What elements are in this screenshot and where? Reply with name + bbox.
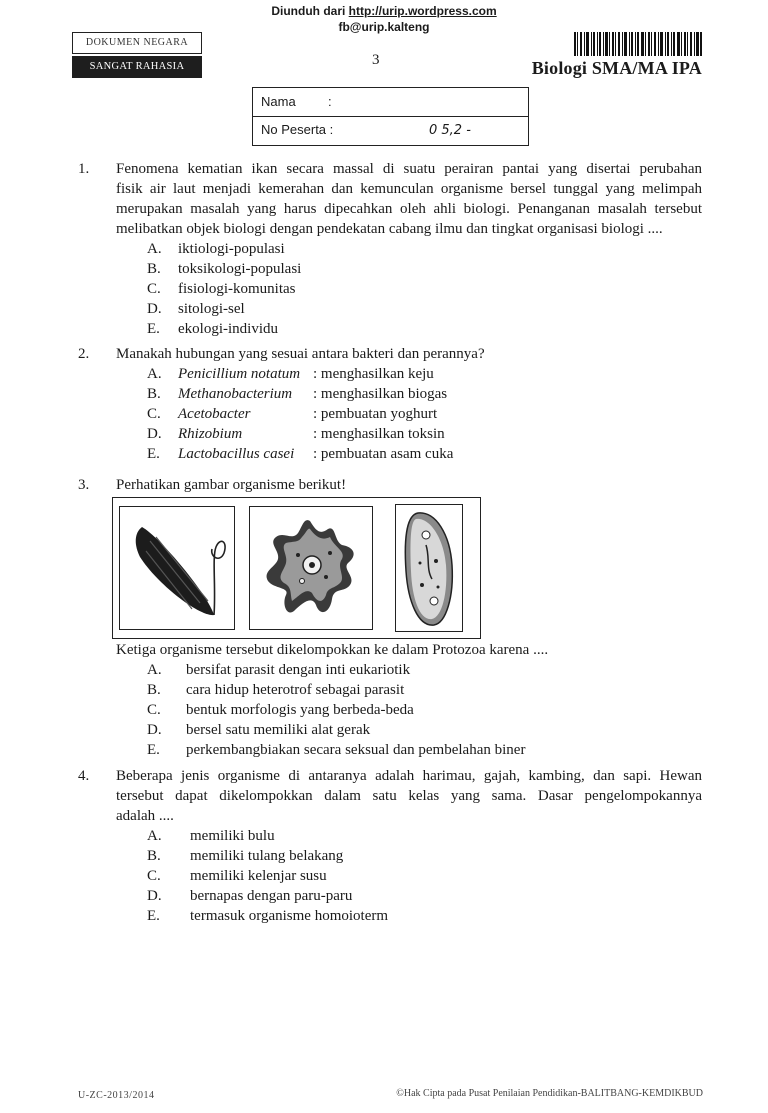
q4-option-b[interactable]: memiliki tulang belakang — [190, 848, 344, 864]
page-number: 3 — [372, 52, 380, 68]
q1-option-letter: D. — [147, 301, 162, 317]
q2-option-c-role: : pembuatan yoghurt — [313, 406, 438, 422]
participant-number-label: No Peserta : — [261, 122, 334, 137]
q1-option-letter: B. — [147, 261, 161, 277]
q4-option-letter: B. — [147, 848, 161, 864]
q1-option-e[interactable]: ekologi-individu — [178, 321, 278, 337]
q3-option-letter: E. — [147, 742, 160, 758]
secret-classification-box: SANGAT RAHASIA — [72, 56, 202, 78]
q1-option-c[interactable]: fisiologi-komunitas — [178, 281, 296, 297]
name-label: Nama — [261, 94, 296, 109]
document-classification-box: DOKUMEN NEGARA — [72, 32, 202, 54]
download-source-line — [0, 4, 768, 18]
q4-option-letter: C. — [147, 868, 161, 884]
question-2-line: Manakah hubungan yang sesuai antara bakteri dan perannya? — [116, 346, 485, 362]
q1-option-letter: C. — [147, 281, 161, 297]
q4-option-d[interactable]: bernapas dengan paru-paru — [190, 888, 353, 904]
q3-option-c[interactable]: bentuk morfologis yang berbeda-beda — [186, 702, 414, 718]
q2-option-a-role: : menghasilkan keju — [313, 366, 434, 382]
q2-option-c-organism[interactable]: Acetobacter — [178, 406, 251, 422]
participant-number-row — [253, 116, 528, 144]
name-row — [253, 88, 528, 117]
q4-option-letter: D. — [147, 888, 162, 904]
q3-option-e[interactable]: perkembangbiakan secara seksual dan pembelahan biner — [186, 742, 526, 758]
question-4-line: tersebut dapat dikelompokkan dalam satu kelas yang sama. Dasar pengelompokannya — [116, 788, 702, 804]
q3-option-letter: B. — [147, 682, 161, 698]
q2-option-letter: E. — [147, 446, 160, 462]
q1-option-b[interactable]: toksikologi-populasi — [178, 261, 302, 277]
subject-title: Biologi SMA/MA IPA — [531, 58, 702, 78]
q1-option-letter: E. — [147, 321, 160, 337]
q3-option-a[interactable]: bersifat parasit dengan inti eukariotik — [186, 662, 411, 678]
question-3-number: 3. — [78, 477, 90, 493]
paramecium-icon — [396, 505, 462, 631]
organism-1-cell — [119, 506, 235, 630]
q2-option-b-organism[interactable]: Methanobacterium — [178, 386, 293, 402]
q3-option-letter: C. — [147, 702, 161, 718]
q3-option-letter: D. — [147, 722, 162, 738]
organism-3-cell — [395, 504, 463, 632]
q2-option-letter: D. — [147, 426, 162, 442]
q4-option-letter: E. — [147, 908, 160, 924]
question-1-line: merupakan masalah yang harus dipecahkan oleh ahli biologi. Penanganan masalah tersebut — [116, 201, 702, 217]
facebook-contact: fb@urip.kalteng — [338, 20, 430, 34]
q2-option-a-organism[interactable]: Penicillium notatum — [178, 366, 301, 382]
question-4-number: 4. — [78, 768, 90, 784]
q2-option-e-organism[interactable]: Lactobacillus casei — [178, 446, 295, 462]
question-1-line: fisik air laut menjadi kemerahan dan kemunculan organisme bersel tunggal yang melimpah — [116, 181, 702, 197]
q1-option-letter: A. — [147, 241, 162, 257]
exam-code: U-ZC-2013/2014 — [78, 1090, 155, 1101]
question-1-line: Fenomena kematian ikan secara massal di suatu perairan pantai yang disertai perubahan — [116, 161, 702, 177]
participant-number-value: 0 5,2 - — [429, 123, 471, 138]
q3-option-b[interactable]: cara hidup heterotrof sebagai parasit — [186, 682, 405, 698]
q4-option-letter: A. — [147, 828, 162, 844]
question-4-line: adalah .... — [116, 808, 174, 824]
organism-2-cell — [249, 506, 373, 630]
q1-option-a[interactable]: iktiologi-populasi — [178, 241, 285, 257]
download-url-link[interactable]: http://urip.wordpress.com — [348, 4, 497, 18]
participant-id-box — [252, 87, 529, 146]
question-3-stem: Ketiga organisme tersebut dikelompokkan ke dalam Protozoa karena .... — [116, 642, 549, 658]
q2-option-letter: C. — [147, 406, 161, 422]
question-3-line: Perhatikan gambar organisme berikut! — [116, 477, 347, 493]
q2-option-d-organism[interactable]: Rhizobium — [178, 426, 243, 442]
q1-option-d[interactable]: sitologi-sel — [178, 301, 245, 317]
q2-option-e-role: : pembuatan asam cuka — [313, 446, 454, 462]
question-4-line: Beberapa jenis organisme di antaranya adalah harimau, gajah, kambing, dan sapi. Hewan — [116, 768, 702, 784]
q4-option-e[interactable]: termasuk organisme homoioterm — [190, 908, 389, 924]
q3-option-letter: A. — [147, 662, 162, 678]
amoeba-icon — [250, 507, 372, 629]
barcode-icon — [574, 32, 702, 56]
question-1-number: 1. — [78, 161, 90, 177]
q3-option-d[interactable]: bersel satu memiliki alat gerak — [186, 722, 371, 738]
q2-option-d-role: : menghasilkan toksin — [313, 426, 445, 442]
q2-option-letter: B. — [147, 386, 161, 402]
copyright-notice: ©Hak Cipta pada Pusat Penilaian Pendidikan-BALITBANG-KEMDIKBUD — [396, 1088, 703, 1099]
q4-option-c[interactable]: memiliki kelenjar susu — [190, 868, 327, 884]
download-prefix: Diunduh dari — [271, 4, 349, 18]
q2-option-b-role: : menghasilkan biogas — [313, 386, 448, 402]
q2-option-letter: A. — [147, 366, 162, 382]
q4-option-a[interactable]: memiliki bulu — [190, 828, 275, 844]
organism-figure — [112, 497, 481, 639]
question-2-number: 2. — [78, 346, 90, 362]
question-1-line: melibatkan objek biologi dengan pendekatan cabang ilmu dan tingkat organisasi biologi .... — [116, 221, 663, 237]
euglena-icon — [120, 507, 234, 629]
name-colon: : — [328, 94, 332, 109]
